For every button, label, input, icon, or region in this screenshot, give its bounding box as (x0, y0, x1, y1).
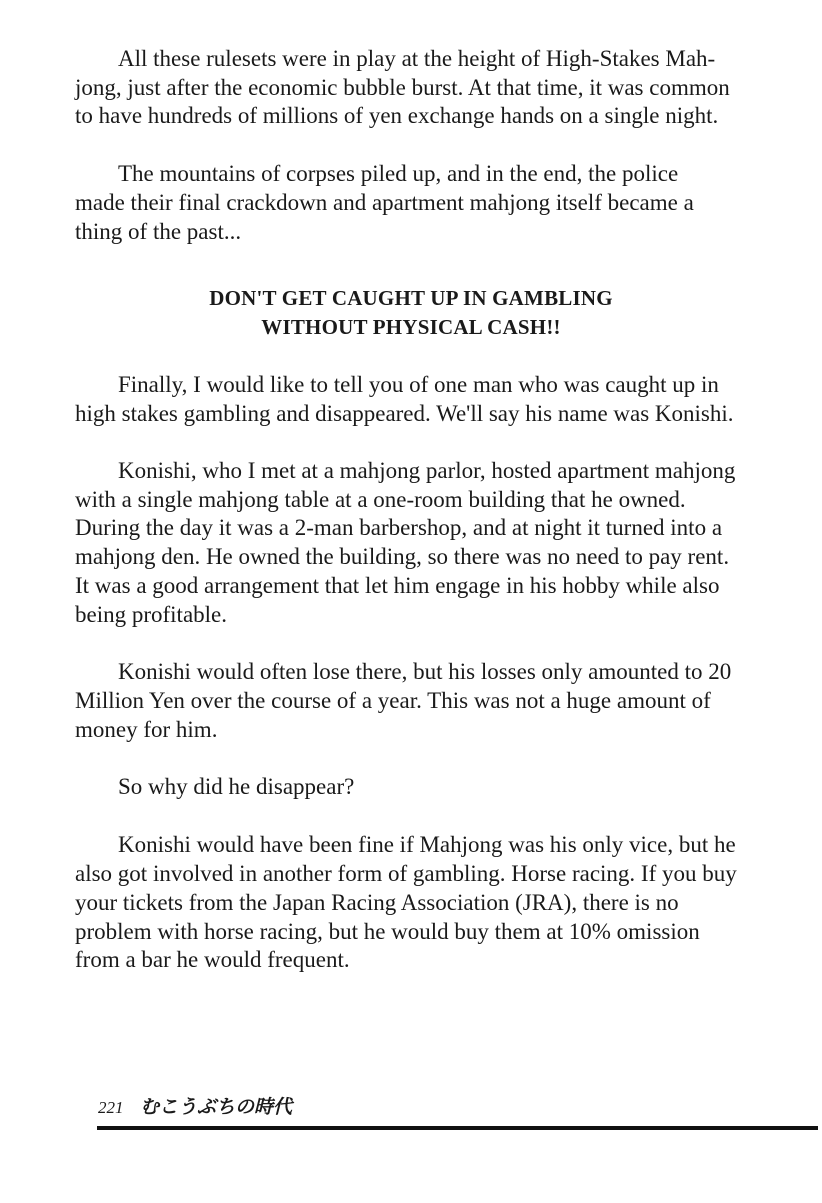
paragraph-1-line-3: to have hundreds of millions of yen exchange hands on a single night. (75, 103, 719, 128)
paragraph-7-line-4: problem with horse racing, but he would buy them at 10% omission (75, 919, 700, 944)
paragraph-7-line-5: from a bar he would frequent. (75, 947, 350, 972)
paragraph-5-line-2: Million Yen over the course of a year. This was not a huge amount of (75, 688, 711, 713)
paragraph-5-line-1: Konishi would often lose there, but his losses only amounted to 20 (118, 659, 732, 684)
paragraph-4-line-5: It was a good arrangement that let him engage in his hobby while also (75, 573, 720, 598)
paragraph-3-line-1: Finally, I would like to tell you of one man who was caught up in (118, 372, 719, 397)
paragraph-4-line-2: with a single mahjong table at a one-room building that he owned. (75, 487, 686, 512)
paragraph-1-line-2: jong, just after the economic bubble burst. At that time, it was common (75, 75, 730, 100)
paragraph-4-line-6: being profitable. (75, 602, 228, 627)
section-heading-line-2: WITHOUT PHYSICAL CASH!! (261, 315, 561, 339)
book-title: むこうぶちの時代 (140, 1096, 293, 1118)
paragraph-7-line-2: also got involved in another form of gambling. Horse racing. If you buy (75, 861, 737, 886)
footer-rule (97, 1126, 818, 1130)
paragraph-7-line-1: Konishi would have been fine if Mahjong was his only vice, but he (118, 832, 736, 857)
paragraph-1-line-1: All these rulesets were in play at the height of High-Stakes Mah- (118, 46, 716, 71)
paragraph-5-line-3: money for him. (75, 717, 218, 742)
paragraph-2-line-2: made their final crackdown and apartment mahjong itself became a (75, 190, 694, 215)
paragraph-6-line-1: So why did he disappear? (118, 774, 355, 799)
paragraph-4-line-1: Konishi, who I met at a mahjong parlor, hosted apartment mahjong (118, 458, 736, 483)
paragraph-4-line-4: mahjong den. He owned the building, so there was no need to pay rent. (75, 544, 730, 569)
page-number: 221 (98, 1098, 124, 1117)
paragraph-2-line-1: The mountains of corpses piled up, and in the end, the police (118, 161, 679, 186)
paragraph-7-line-3: your tickets from the Japan Racing Association (JRA), there is no (75, 890, 679, 915)
paragraph-2-line-3: thing of the past... (75, 219, 242, 244)
paragraph-3-line-2: high stakes gambling and disappeared. We'll say his name was Konishi. (75, 401, 734, 426)
section-heading-line-1: DON'T GET CAUGHT UP IN GAMBLING (209, 286, 613, 310)
paragraph-4-line-3: During the day it was a 2-man barbershop, and at night it turned into a (75, 515, 723, 540)
